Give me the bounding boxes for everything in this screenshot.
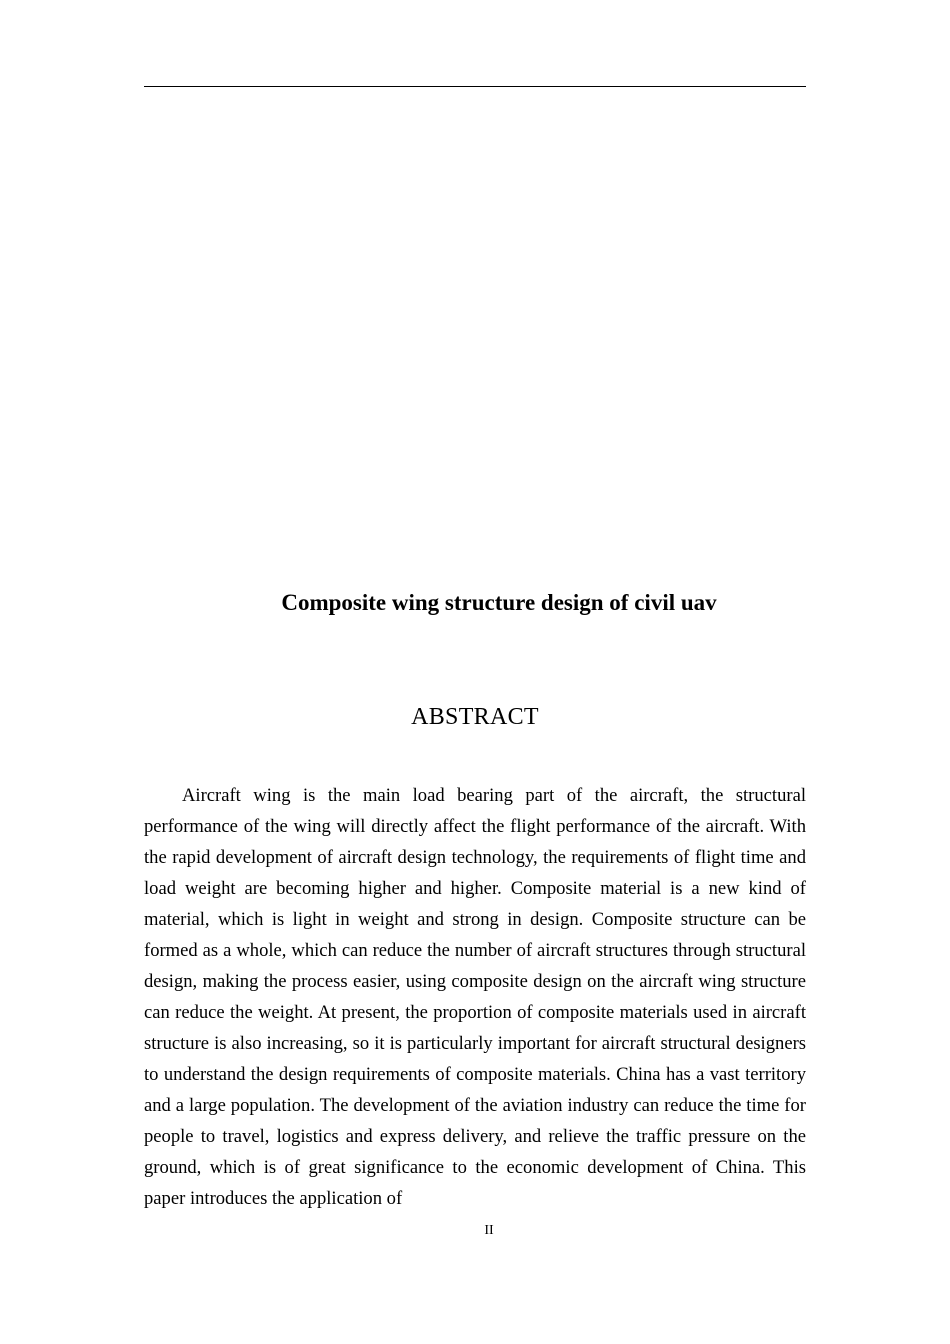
paper-title: Composite wing structure design of civil uav [281,590,717,615]
abstract-body: Aircraft wing is the main load bearing part of the aircraft, the structural performance of the wing will directly affect the flight performance of the aircraft. With the rapid development of aircraft design technology, the requirements of flight time and load weight are becoming higher and higher. Composite material is a new kind of material, which is light in weight and strong in design. Composite structure can be formed as a whole, which can reduce the number of aircraft structures through structural design, making the process easier, using composite design on the aircraft wing structure can reduce the weight. At present, the proportion of composite materials used in aircraft structure is also increasing, so it is particularly important for aircraft structural designers to understand the design requirements of composite materials. China has a vast territory and a large population. The development of the aviation industry can reduce the time for people to travel, logistics and express delivery, and relieve the traffic pressure on the ground, which is of great significance to the economic development of China. This paper introduces the application of [144,785,806,1209]
abstract-heading: ABSTRACT [411,704,539,730]
page-number: II [484,1223,494,1238]
header-rule [144,86,806,87]
